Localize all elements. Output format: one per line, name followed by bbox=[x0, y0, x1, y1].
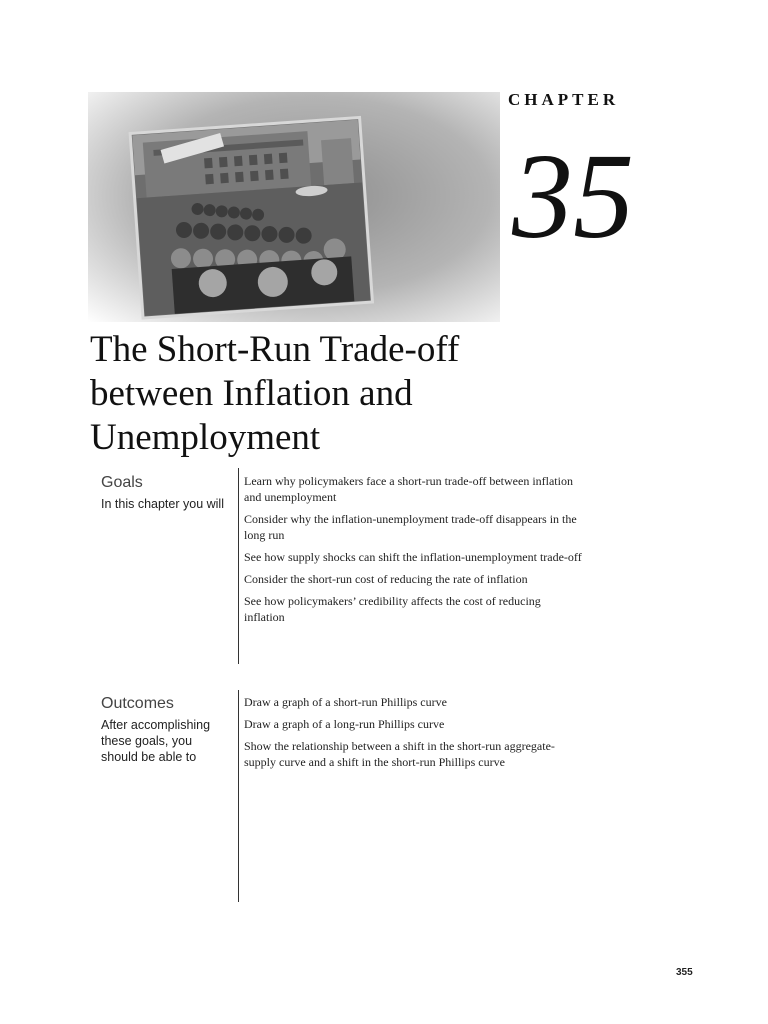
outcomes-heading: Outcomes bbox=[101, 695, 174, 712]
chapter-label: CHAPTER bbox=[508, 90, 620, 109]
goals-heading: Goals bbox=[101, 474, 143, 491]
goals-list bbox=[244, 473, 584, 631]
goals-divider bbox=[238, 468, 239, 664]
chapter-number: 35 bbox=[512, 129, 634, 264]
goals-intro: In this chapter you will bbox=[101, 497, 224, 511]
outcome-item: Show the relationship between a shift in the short-run aggregate-supply curve and a shift in the short-run Phillips curve bbox=[244, 739, 555, 769]
goal-item: Consider the short-run cost of reducing the rate of inflation bbox=[244, 572, 528, 586]
goal-item: Learn why policymakers face a short-run trade-off between inflation and unemployment bbox=[244, 474, 573, 504]
page-number: 355 bbox=[676, 967, 693, 978]
unemployment-line-painting bbox=[88, 92, 500, 322]
outcomes-intro: After accomplishing these goals, you should be able to bbox=[101, 718, 211, 764]
outcomes-list bbox=[244, 694, 584, 776]
title-line-1: The Short-Run Trade-off bbox=[90, 329, 460, 370]
chapter-title bbox=[90, 328, 650, 460]
outcomes-divider bbox=[238, 690, 239, 902]
goal-item: Consider why the inflation-unemployment trade-off disappears in the long run bbox=[244, 512, 577, 542]
title-line-3: Unemployment bbox=[90, 417, 321, 458]
outcome-item: Draw a graph of a long-run Phillips curve bbox=[244, 717, 445, 731]
chapter-opener-illustration bbox=[88, 92, 500, 322]
outcome-item: Draw a graph of a short-run Phillips curve bbox=[244, 695, 447, 709]
goal-item: See how supply shocks can shift the inflation-unemployment trade-off bbox=[244, 550, 582, 564]
title-line-2: between Inflation and bbox=[90, 373, 413, 414]
goal-item: See how policymakers’ credibility affects the cost of reducing inflation bbox=[244, 594, 541, 624]
